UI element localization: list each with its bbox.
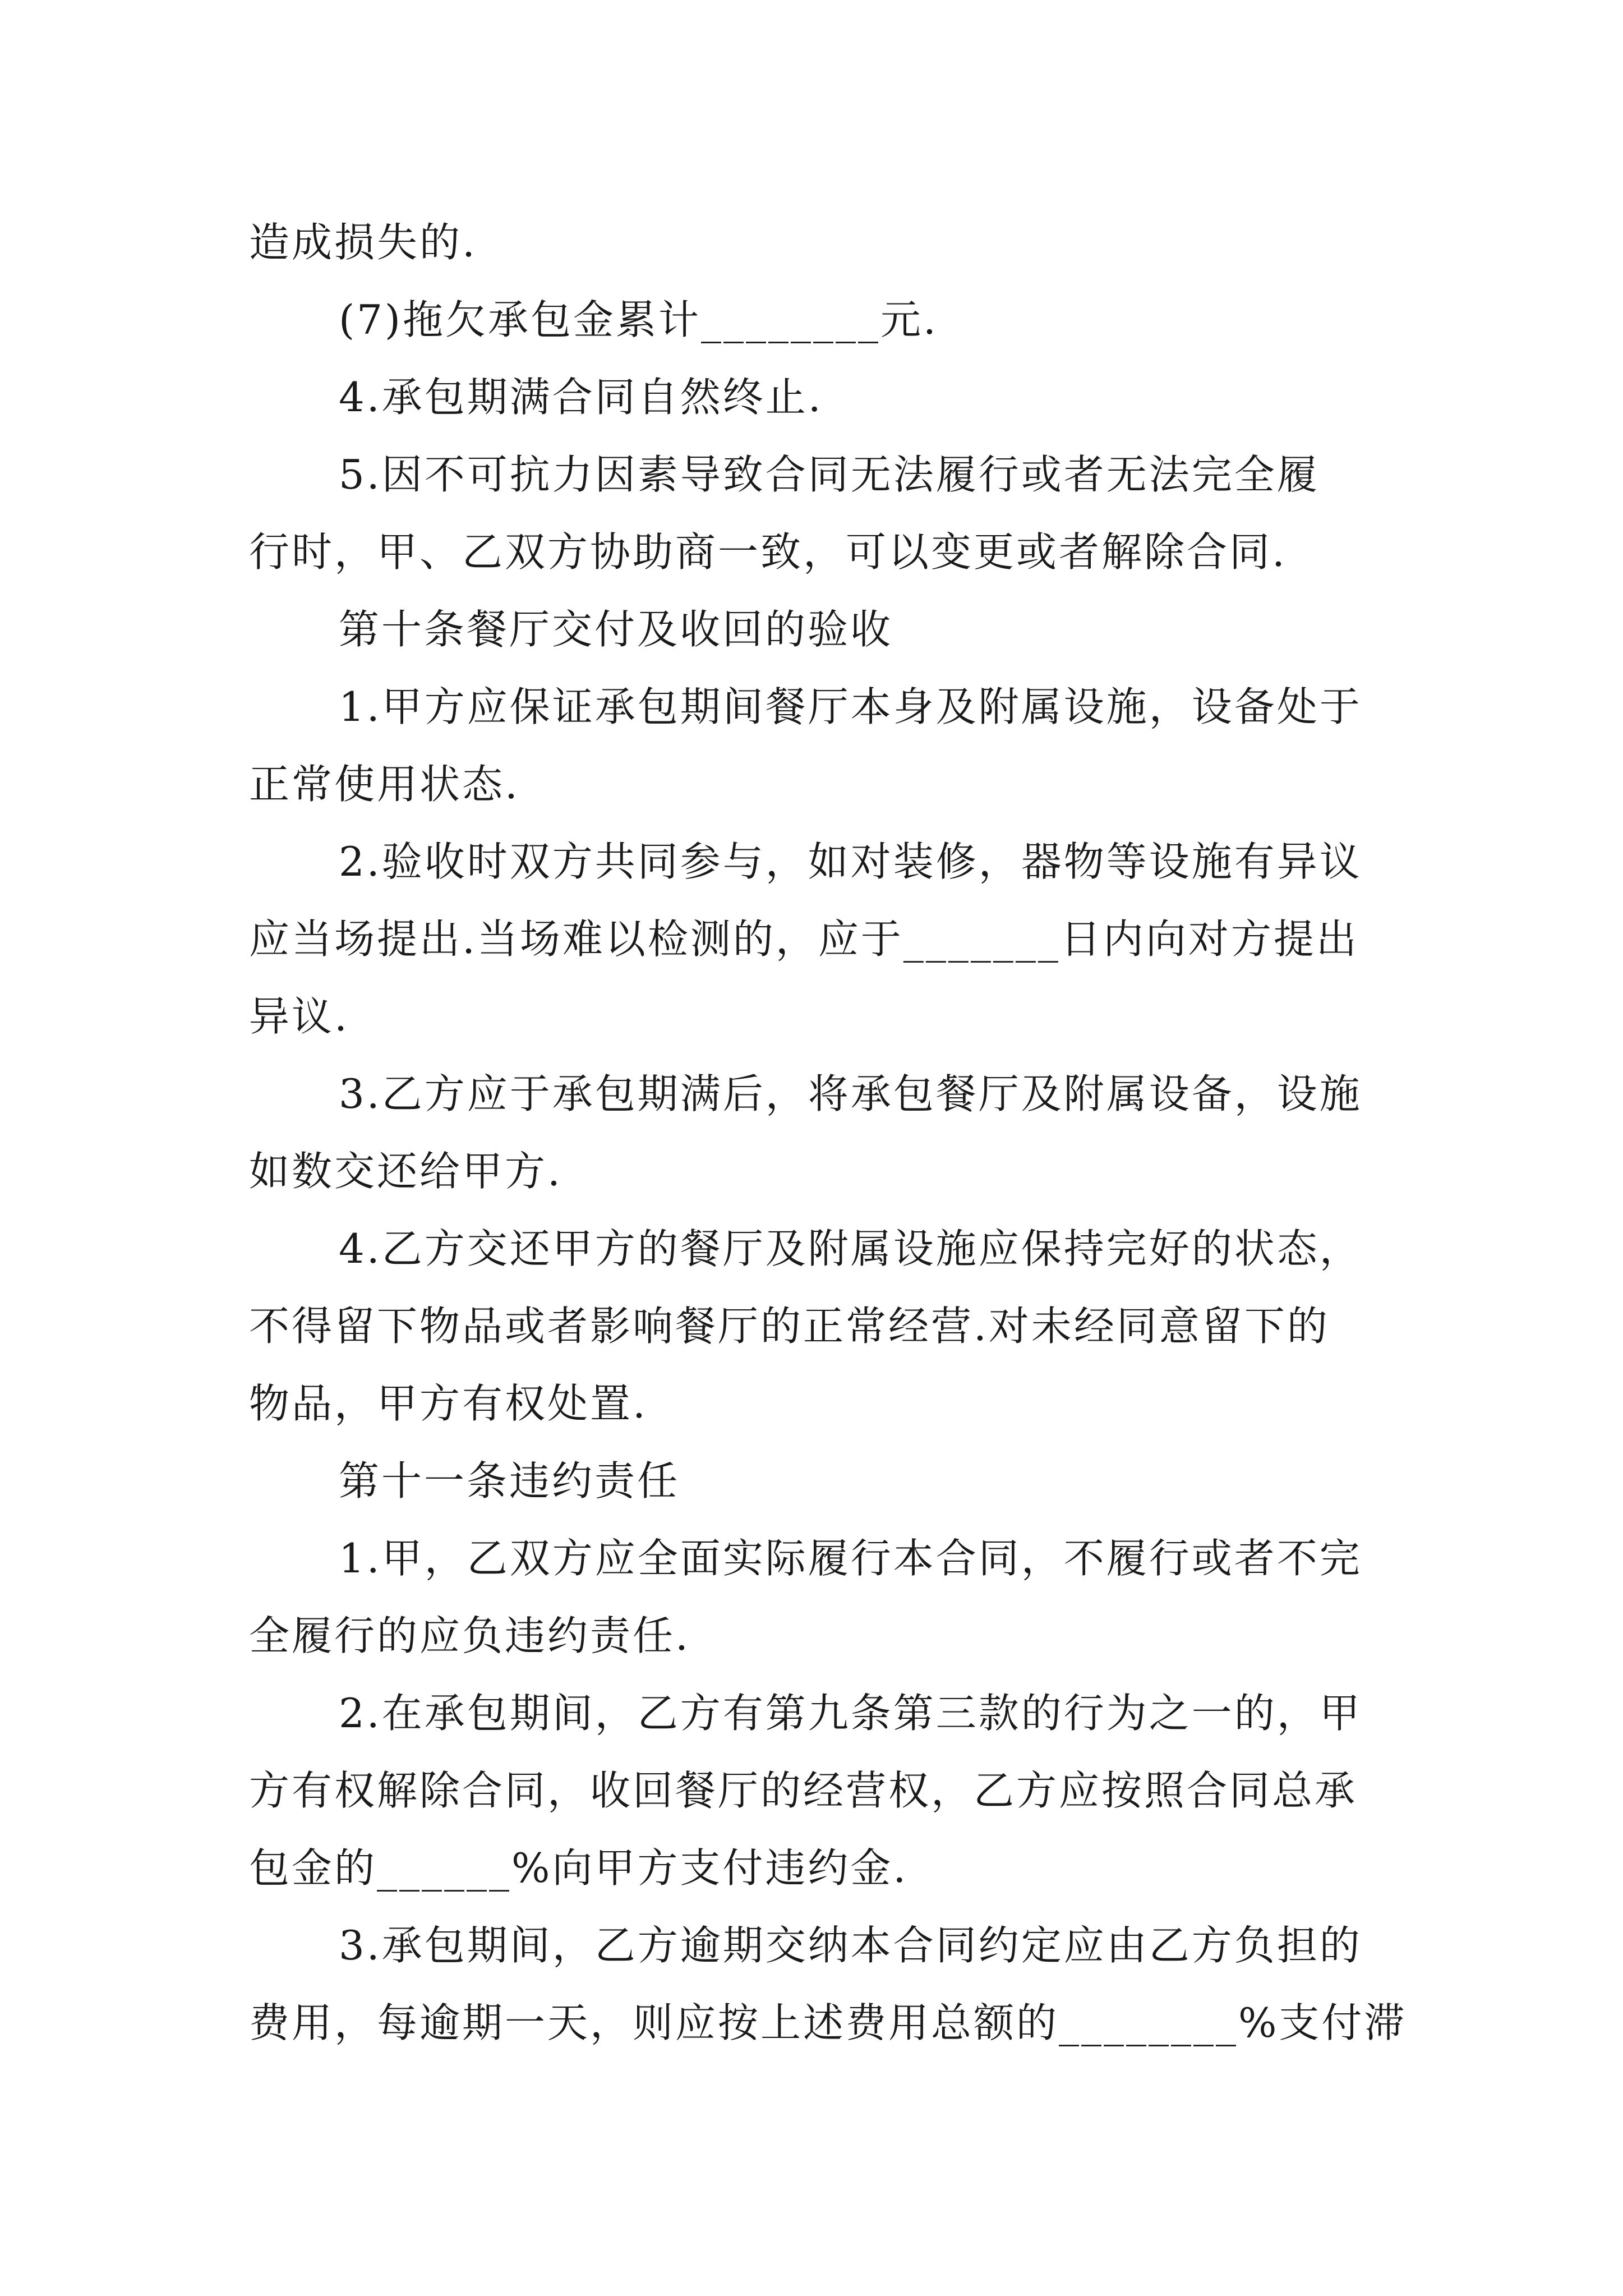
body-line: 4.承包期满合同自然终止. (339, 374, 823, 421)
body-line: 造成损失的. (249, 219, 477, 266)
body-line: 2.验收时双方共同参与，如对装修，器物等设施有异议 (339, 838, 1362, 885)
body-line: 行时，甲、乙双方协助商一致，可以变更或者解除合同. (249, 528, 1287, 576)
body-line: 2.在承包期间，乙方有第九条第三款的行为之一的，甲 (339, 1690, 1362, 1737)
body-line: 物品，甲方有权处置. (249, 1380, 648, 1427)
body-line: 3.乙方应于承包期满后，将承包餐厅及附属设备，设施 (339, 1070, 1362, 1117)
body-line: 4.乙方交还甲方的餐厅及附属设施应保持完好的状态， (339, 1225, 1362, 1272)
body-line: 包金的______%向甲方支付违约金. (249, 1844, 909, 1892)
body-line: 正常使用状态. (249, 761, 520, 808)
body-line: 如数交还给甲方. (249, 1148, 562, 1195)
body-line: 3.承包期间，乙方逾期交纳本合同约定应由乙方负担的 (339, 1922, 1362, 1969)
body-line: 异议. (249, 993, 349, 1040)
body-line: 应当场提出.当场难以检测的，应于_______日内向对方提出 (249, 915, 1359, 963)
body-line: 1.甲，乙双方应全面实际履行本合同，不履行或者不完 (339, 1535, 1362, 1582)
body-line: 方有权解除合同，收回餐厅的经营权，乙方应按照合同总承 (249, 1767, 1358, 1814)
body-line: 全履行的应负违约责任. (249, 1612, 690, 1659)
body-line: 5.因不可抗力因素导致合同无法履行或者无法完全履 (339, 451, 1320, 498)
body-line: 1.甲方应保证承包期间餐厅本身及附属设施，设备处于 (339, 683, 1362, 730)
body-line: (7)拖欠承包金累计________元. (339, 296, 938, 343)
section-heading: 第十一条违约责任 (339, 1457, 680, 1504)
body-line: 不得留下物品或者影响餐厅的正常经营.对未经同意留下的 (249, 1303, 1330, 1350)
section-heading: 第十条餐厅交付及收回的验收 (339, 606, 893, 653)
body-line: 费用，每逾期一天，则应按上述费用总额的________%支付滞 (249, 1999, 1407, 2046)
